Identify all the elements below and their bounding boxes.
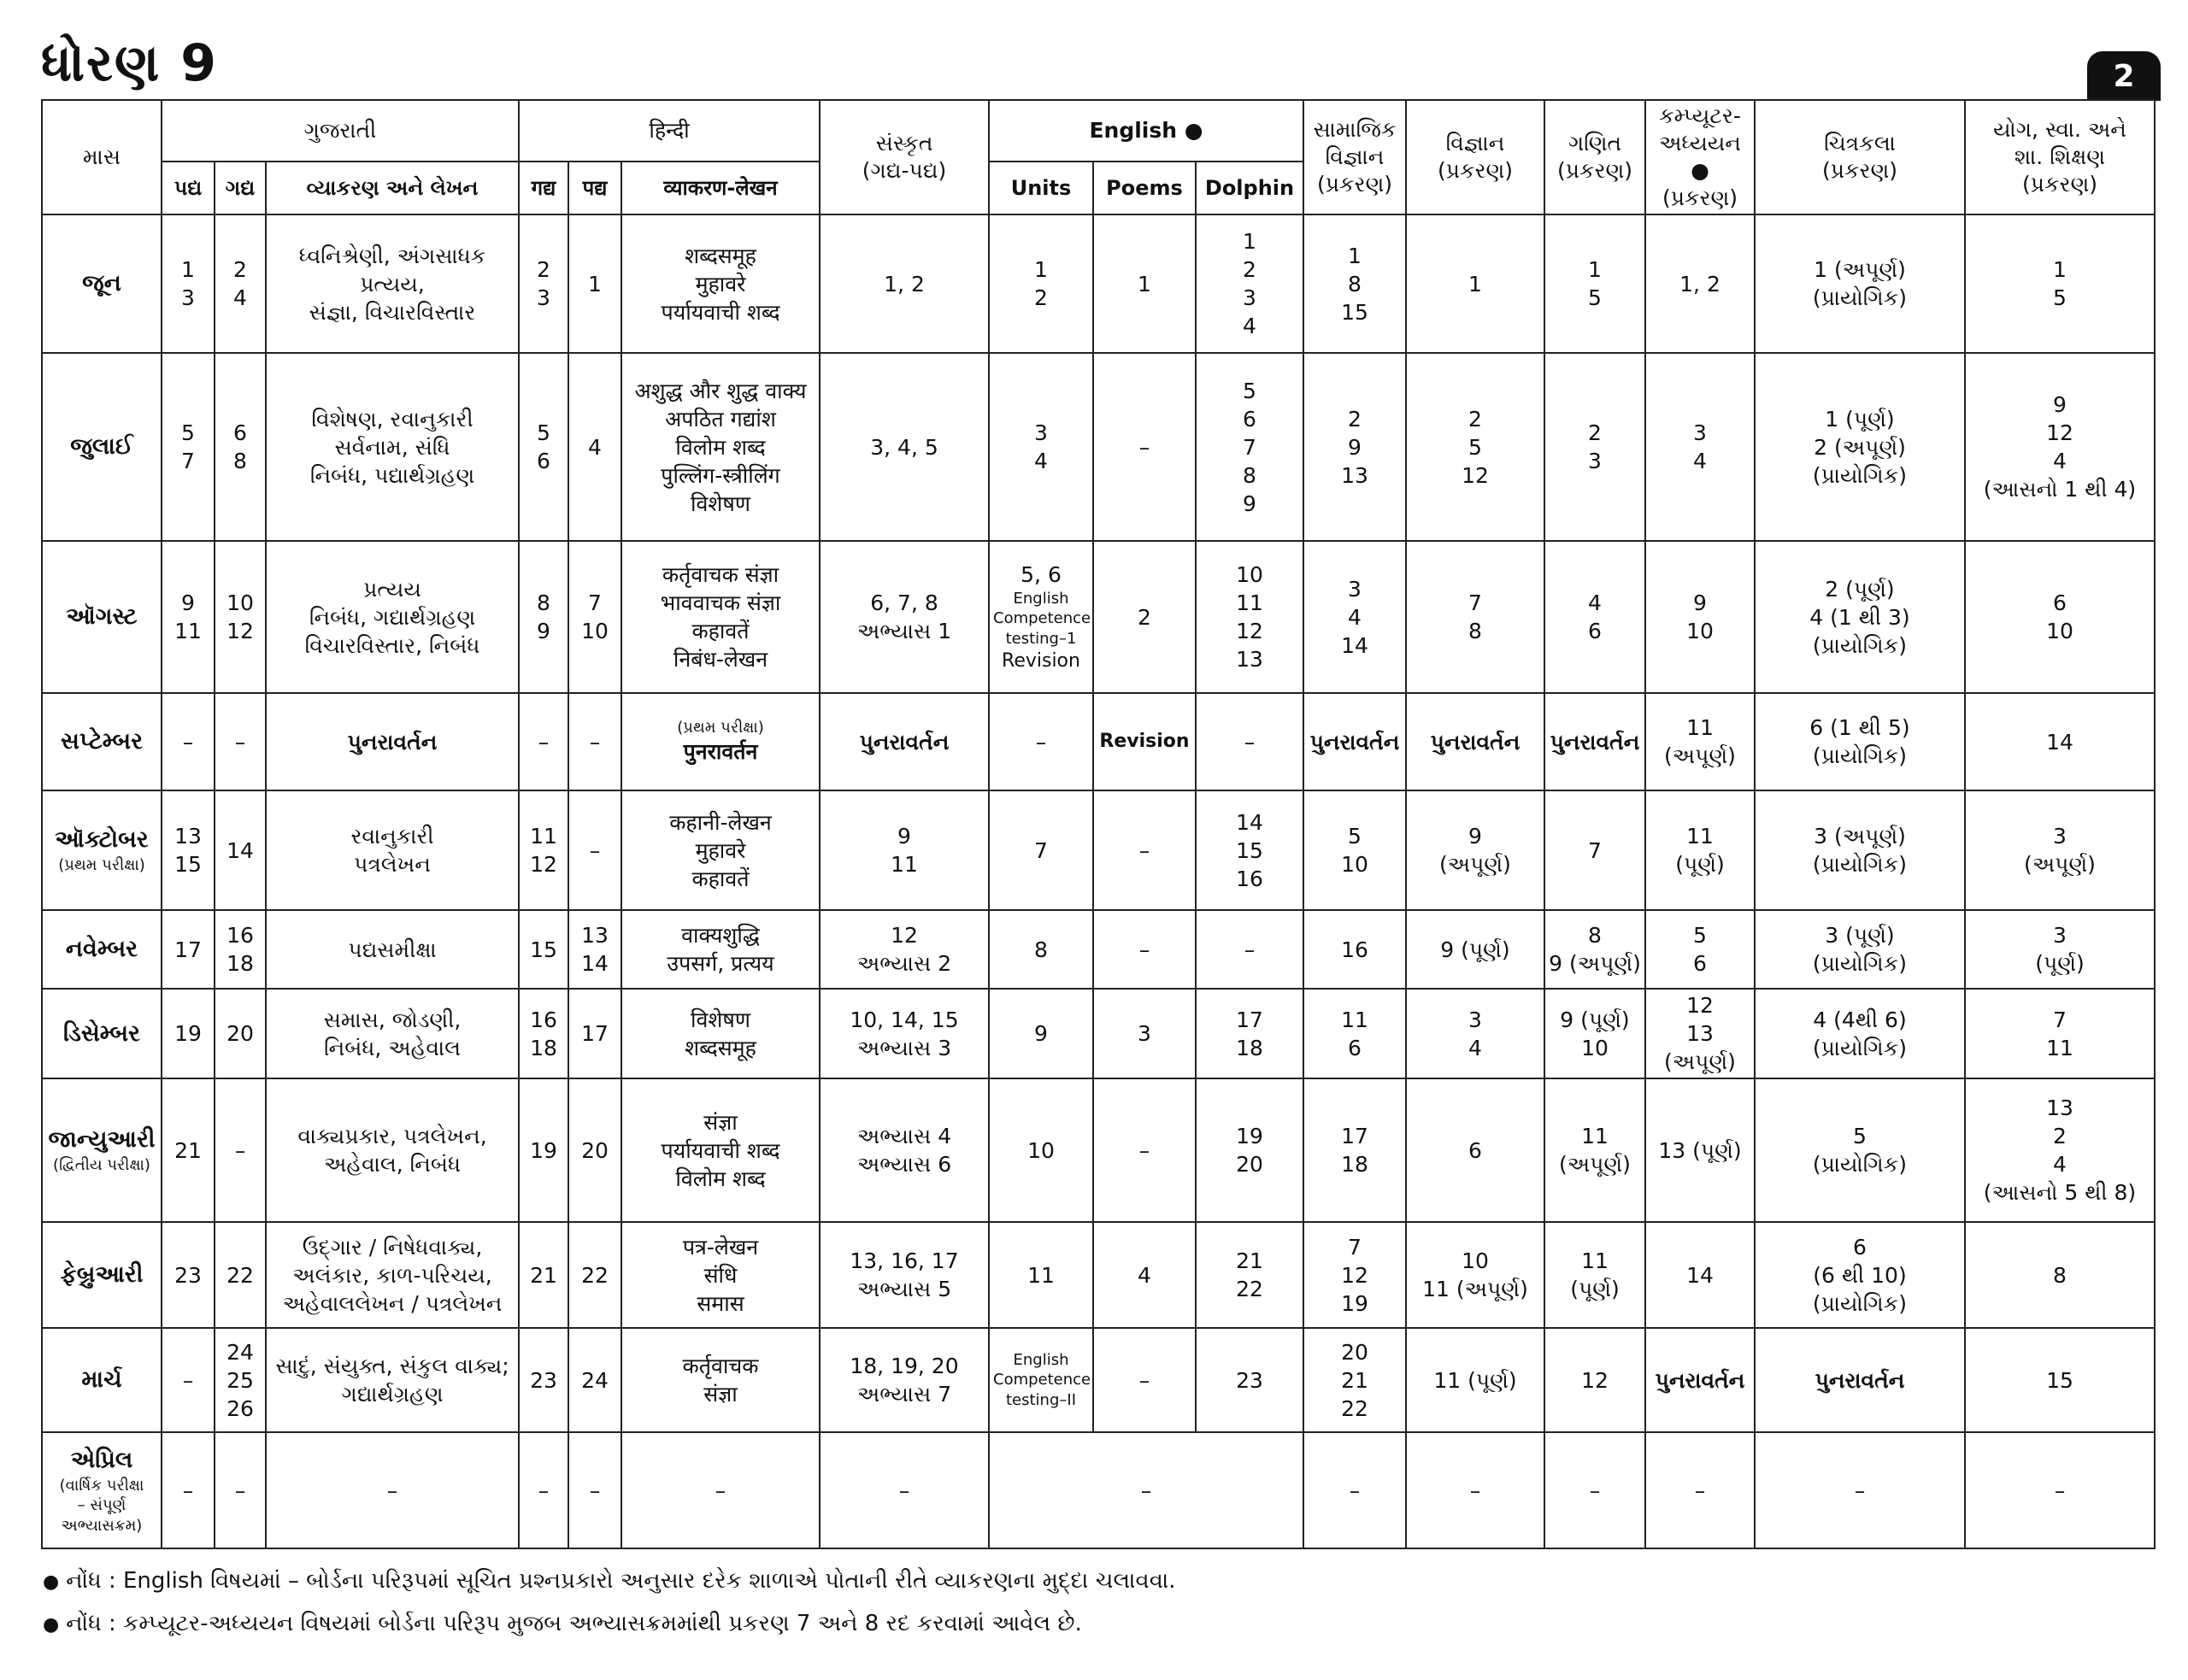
cell-guj-vyakaran: રવાનુકારી પત્રલેખન — [266, 790, 519, 910]
cell-science: – — [1406, 1432, 1544, 1548]
cell-computer: 11 (અપૂર્ણ) — [1645, 693, 1755, 790]
cell-maths: 11 (પૂર્ણ) — [1544, 1222, 1645, 1328]
cell-yoga: 7 11 — [1965, 989, 2155, 1078]
cell-guj-vyakaran: – — [266, 1432, 519, 1548]
table-row — [42, 989, 2155, 1078]
cell-eng-units: 7 — [989, 790, 1093, 910]
cell-guj-gadya: 16 18 — [215, 910, 266, 989]
month-cell — [42, 989, 162, 1078]
cell-hin-vyakaran: – — [621, 1432, 820, 1548]
cell-maths: 12 — [1544, 1328, 1645, 1432]
cell-yoga: 6 10 — [1965, 541, 2155, 693]
cell-eng-units: 1 2 — [989, 214, 1093, 353]
exam-note: (પ્રથમ પરીક્ષા) — [677, 718, 764, 737]
cell-eng-poems: – — [1093, 1078, 1196, 1222]
header-drawing: ચિત્રકલા (પ્રકરણ) — [1755, 100, 1965, 214]
cell-hin-padya: – — [568, 1432, 621, 1548]
month-note: (પ્રથમ પરીક્ષા) — [58, 856, 145, 875]
cell-sanskrit: 12 અભ્યાસ 2 — [820, 910, 989, 989]
cell-social: 5 10 — [1303, 790, 1406, 910]
cell-eng-dolphin: – — [1196, 910, 1303, 989]
header-month: માસ — [42, 100, 162, 214]
cell-eng-dolphin: 23 — [1196, 1328, 1303, 1432]
month-note: (વાર્ષિક પરીક્ષા – સંપૂર્ણ અભ્યાસક્રમ) — [59, 1476, 144, 1535]
cell-guj-padya: 19 — [162, 989, 215, 1078]
table-row — [42, 910, 2155, 989]
cell-drawing: 3 (અપૂર્ણ) (પ્રાયોગિક) — [1755, 790, 1965, 910]
cell-guj-vyakaran: ધ્વનિશ્રેણી, અંગસાધક પ્રત્યય, સંજ્ઞા, વિચારવિસ્તાર — [266, 214, 519, 353]
header-hin-vyakaran: व्याकरण-लेखन — [621, 162, 820, 214]
header-science: વિજ્ઞાન (પ્રકરણ) — [1406, 100, 1544, 214]
cell-text: Revision — [1002, 650, 1080, 673]
table-row — [42, 353, 2155, 541]
cell-hin-padya: 4 — [568, 353, 621, 541]
cell-guj-gadya: – — [215, 1432, 266, 1548]
header-hin-gadya: गद्य — [519, 162, 568, 214]
cell-hin-gadya: – — [519, 693, 568, 790]
header-guj-padya: પદ્ય — [162, 162, 215, 214]
month-name: જાન્યુઆરી — [48, 1126, 156, 1154]
cell-social: 20 21 22 — [1303, 1328, 1406, 1432]
cell-guj-padya: 1 3 — [162, 214, 215, 353]
cell-hin-vyakaran: अशुद्ध और शुद्ध वाक्य अपठित गद्यांश विलोम शब्द पुल्लिंग-स्त्रीलिंग विशेषण — [621, 353, 820, 541]
cell-eng-dolphin: 17 18 — [1196, 989, 1303, 1078]
cell-guj-gadya: 6 8 — [215, 353, 266, 541]
cell-maths: 11 (અપૂર્ણ) — [1544, 1078, 1645, 1222]
footnote-text: નોંધ : English વિષયમાં – બોર્ડના પરિરૂપમાં સૂચિત પ્રશ્નપ્રકારો અનુસાર દરેક શાળાએ પોતાની રીતે વ્યાકરણના મુદ્દા ચલાવવા. — [66, 1568, 1176, 1594]
cell-computer: 5 6 — [1645, 910, 1755, 989]
cell-hin-padya: 20 — [568, 1078, 621, 1222]
cell-science: 7 8 — [1406, 541, 1544, 693]
header-social-science: સામાજિક વિજ્ઞાન (પ્રકરણ) — [1303, 100, 1406, 214]
table-row — [42, 790, 2155, 910]
cell-guj-padya: 9 11 — [162, 541, 215, 693]
syllabus-table — [41, 99, 2156, 1549]
cell-science: 9 (પૂર્ણ) — [1406, 910, 1544, 989]
footnote-text: નોંધ : કમ્પ્યૂટર-અધ્યયન વિષયમાં બોર્ડના પરિરૂપ મુજબ અભ્યાસક્રમમાંથી પ્રકરણ 7 અને 8 રદ કરવામાં આવેલ છે. — [66, 1611, 1082, 1636]
cell-guj-vyakaran: વાક્યપ્રકાર, પત્રલેખન, અહેવાલ, નિબંધ — [266, 1078, 519, 1222]
header-gujarati: ગુજરાતી — [162, 100, 519, 162]
cell-eng-dolphin: 5 6 7 8 9 — [1196, 353, 1303, 541]
cell-eng-poems: 3 — [1093, 989, 1196, 1078]
cell-social: પુનરાવર્તન — [1303, 693, 1406, 790]
cell-guj-vyakaran: પુનરાવર્તન — [266, 693, 519, 790]
table-row — [42, 1078, 2155, 1222]
cell-eng-poems: 4 — [1093, 1222, 1196, 1328]
cell-eng-dolphin: 19 20 — [1196, 1078, 1303, 1222]
cell-guj-padya: 17 — [162, 910, 215, 989]
cell-sanskrit: 10, 14, 15 અભ્યાસ 3 — [820, 989, 989, 1078]
cell-sanskrit: – — [820, 1432, 989, 1548]
month-cell — [42, 910, 162, 989]
cell-hin-padya: 22 — [568, 1222, 621, 1328]
cell-sanskrit: 1, 2 — [820, 214, 989, 353]
cell-eng-dolphin: 1 2 3 4 — [1196, 214, 1303, 353]
page-number-badge: 2 — [2087, 51, 2161, 101]
footnote — [43, 1560, 1176, 1603]
cell-guj-gadya: 20 — [215, 989, 266, 1078]
cell-eng-poems: – — [1093, 910, 1196, 989]
cell-hin-vyakaran: विशेषण शब्दसमूह — [621, 989, 820, 1078]
cell-hin-padya: – — [568, 693, 621, 790]
cell-hin-padya: 1 — [568, 214, 621, 353]
cell-hin-gadya: 2 3 — [519, 214, 568, 353]
cell-guj-gadya: 14 — [215, 790, 266, 910]
cell-eng-units: 3 4 — [989, 353, 1093, 541]
cell-computer: 14 — [1645, 1222, 1755, 1328]
month-cell — [42, 693, 162, 790]
competence-note: English Competence testing–1 — [993, 589, 1091, 648]
cell-computer: 1, 2 — [1645, 214, 1755, 353]
month-cell — [42, 1328, 162, 1432]
header-eng-units: Units — [989, 162, 1093, 214]
month-cell — [42, 541, 162, 693]
cell-eng-dolphin: 10 11 12 13 — [1196, 541, 1303, 693]
cell-text: पुनरावर्तन — [683, 739, 758, 765]
cell-guj-vyakaran: પ્રત્યય નિબંધ, ગદ્યાર્થગ્રહણ વિચારવિસ્તાર, નિબંધ — [266, 541, 519, 693]
cell-eng-poems: – — [1093, 353, 1196, 541]
header-english: English ● — [989, 100, 1303, 162]
month-name: જુલાઈ — [70, 433, 133, 461]
month-cell — [42, 353, 162, 541]
cell-guj-gadya: – — [215, 1078, 266, 1222]
cell-guj-gadya: – — [215, 693, 266, 790]
footnote — [43, 1603, 1176, 1646]
cell-yoga: 3 (અપૂર્ણ) — [1965, 790, 2155, 910]
header-maths: ગણિત (પ્રકરણ) — [1544, 100, 1645, 214]
month-name: જૂન — [82, 270, 121, 297]
month-name: ડિસેમ્બર — [62, 1019, 141, 1047]
cell-yoga: 1 5 — [1965, 214, 2155, 353]
footnotes — [43, 1560, 1176, 1646]
cell-guj-vyakaran: પદ્યસમીક્ષા — [266, 910, 519, 989]
cell-hin-gadya: 23 — [519, 1328, 568, 1432]
cell-sanskrit: 13, 16, 17 અભ્યાસ 5 — [820, 1222, 989, 1328]
table-row — [42, 693, 2155, 790]
cell-hin-vyakaran: शब्दसमूह मुहावरे पर्यायवाची शब्द — [621, 214, 820, 353]
cell-guj-padya: – — [162, 1328, 215, 1432]
cell-eng-poems: 1 — [1093, 214, 1196, 353]
month-name: સપ્ટેમ્બર — [60, 728, 144, 755]
cell-social: 7 12 19 — [1303, 1222, 1406, 1328]
cell-hin-padya: 24 — [568, 1328, 621, 1432]
table-row — [42, 1222, 2155, 1328]
cell-eng-poems: Revision — [1093, 693, 1196, 790]
cell-guj-padya: – — [162, 693, 215, 790]
month-name: એપ્રિલ — [70, 1447, 133, 1474]
bullet-icon: ● — [43, 1571, 60, 1593]
bullet-icon: ● — [43, 1614, 60, 1636]
cell-hin-vyakaran: कहानी-लेखन मुहावरे कहावतें — [621, 790, 820, 910]
cell-eng-units: 11 — [989, 1222, 1093, 1328]
cell-hin-padya: 7 10 — [568, 541, 621, 693]
cell-maths: 9 (પૂર્ણ) 10 — [1544, 989, 1645, 1078]
month-name: નવેમ્બર — [65, 936, 138, 963]
cell-guj-gadya: 24 25 26 — [215, 1328, 266, 1432]
cell-hin-gadya: 21 — [519, 1222, 568, 1328]
cell-computer: – — [1645, 1432, 1755, 1548]
cell-computer: 9 10 — [1645, 541, 1755, 693]
cell-yoga: 8 — [1965, 1222, 2155, 1328]
cell-guj-vyakaran: સાદું, સંયુક્ત, સંકુલ વાક્ય; ગદ્યાર્થગ્રહણ — [266, 1328, 519, 1432]
competence-note: English Competence testing–II — [993, 1350, 1091, 1409]
cell-hin-gadya: 19 — [519, 1078, 568, 1222]
cell-science: 10 11 (અપૂર્ણ) — [1406, 1222, 1544, 1328]
cell-guj-padya: 13 15 — [162, 790, 215, 910]
cell-guj-padya: 21 — [162, 1078, 215, 1222]
cell-sanskrit: 18, 19, 20 અભ્યાસ 7 — [820, 1328, 989, 1432]
cell-guj-vyakaran: વિશેષણ, રવાનુકારી સર્વનામ, સંધિ નિબંધ, પદ્યાર્થગ્રહણ — [266, 353, 519, 541]
cell-hin-padya: 13 14 — [568, 910, 621, 989]
cell-guj-gadya: 22 — [215, 1222, 266, 1328]
month-note: (દ્વિતીય પરીક્ષા) — [53, 1156, 150, 1175]
cell-guj-padya: 5 7 — [162, 353, 215, 541]
cell-maths: 8 9 (અપૂર્ણ) — [1544, 910, 1645, 989]
cell-sanskrit: 3, 4, 5 — [820, 353, 989, 541]
table-row — [42, 1328, 2155, 1432]
cell-drawing: 5 (પ્રાયોગિક) — [1755, 1078, 1965, 1222]
header-guj-gadya: ગદ્ય — [215, 162, 266, 214]
cell-yoga: 13 2 4 (આસનો 5 થી 8) — [1965, 1078, 2155, 1222]
cell-text: 5, 6 — [1020, 561, 1062, 587]
cell-science: 1 — [1406, 214, 1544, 353]
cell-drawing: 6 (6 થી 10) (પ્રાયોગિક) — [1755, 1222, 1965, 1328]
cell-yoga: 9 12 4 (આસનો 1 થી 4) — [1965, 353, 2155, 541]
header-sanskrit: સંસ્કૃત (ગદ્ય-પદ્ય) — [820, 100, 989, 214]
cell-guj-gadya: 2 4 — [215, 214, 266, 353]
cell-social: 2 9 13 — [1303, 353, 1406, 541]
cell-drawing: 3 (પૂર્ણ) (પ્રાયોગિક) — [1755, 910, 1965, 989]
cell-hin-vyakaran: पत्र-लेखन संधि समास — [621, 1222, 820, 1328]
cell-hin-vyakaran: कर्तृवाचक संज्ञा भाववाचक संज्ञा कहावतें निबंध-लेखन — [621, 541, 820, 693]
cell-maths: 1 5 — [1544, 214, 1645, 353]
cell-science: 3 4 — [1406, 989, 1544, 1078]
cell-sanskrit: અભ્યાસ 4 અભ્યાસ 6 — [820, 1078, 989, 1222]
cell-science: 11 (પૂર્ણ) — [1406, 1328, 1544, 1432]
cell-guj-padya: 23 — [162, 1222, 215, 1328]
cell-hin-gadya: 16 18 — [519, 989, 568, 1078]
cell-eng-dolphin: 21 22 — [1196, 1222, 1303, 1328]
month-cell — [42, 1078, 162, 1222]
cell-eng-poems: – — [1093, 1328, 1196, 1432]
cell-english: – — [989, 1432, 1303, 1548]
cell-guj-vyakaran: સમાસ, જોડણી, નિબંધ, અહેવાલ — [266, 989, 519, 1078]
cell-hin-gadya: – — [519, 1432, 568, 1548]
cell-hin-vyakaran: संज्ञा पर्यायवाची शब्द विलोम शब्द — [621, 1078, 820, 1222]
table-row — [42, 541, 2155, 693]
cell-eng-poems: 2 — [1093, 541, 1196, 693]
cell-science: 9 (અપૂર્ણ) — [1406, 790, 1544, 910]
cell-yoga: 3 (પૂર્ણ) — [1965, 910, 2155, 989]
cell-social: 17 18 — [1303, 1078, 1406, 1222]
month-name: ઑગસ્ટ — [66, 603, 138, 631]
cell-eng-units — [989, 541, 1093, 693]
cell-eng-dolphin: 14 15 16 — [1196, 790, 1303, 910]
cell-science: પુનરાવર્તન — [1406, 693, 1544, 790]
cell-hin-padya: – — [568, 790, 621, 910]
cell-drawing: 2 (પૂર્ણ) 4 (1 થી 3) (પ્રાયોગિક) — [1755, 541, 1965, 693]
cell-hin-vyakaran — [621, 693, 820, 790]
header-guj-vyakaran: વ્યાકરણ અને લેખન — [266, 162, 519, 214]
cell-eng-units: – — [989, 693, 1093, 790]
cell-eng-units: 10 — [989, 1078, 1093, 1222]
table-row — [42, 214, 2155, 353]
month-cell — [42, 1222, 162, 1328]
cell-sanskrit: પુનરાવર્તન — [820, 693, 989, 790]
cell-guj-padya: – — [162, 1432, 215, 1548]
month-cell — [42, 790, 162, 910]
cell-drawing: 1 (પૂર્ણ) 2 (અપૂર્ણ) (પ્રાયોગિક) — [1755, 353, 1965, 541]
cell-computer: 12 13 (અપૂર્ણ) — [1645, 989, 1755, 1078]
cell-guj-gadya: 10 12 — [215, 541, 266, 693]
cell-science: 2 5 12 — [1406, 353, 1544, 541]
cell-sanskrit: 6, 7, 8 અભ્યાસ 1 — [820, 541, 989, 693]
month-name: ફેબ્રુઆરી — [60, 1261, 144, 1289]
cell-eng-poems: – — [1093, 790, 1196, 910]
month-cell — [42, 1432, 162, 1548]
cell-hin-vyakaran: वाक्यशुद्धि उपसर्ग, प्रत्यय — [621, 910, 820, 989]
cell-eng-dolphin: – — [1196, 693, 1303, 790]
cell-computer: 11 (પૂર્ણ) — [1645, 790, 1755, 910]
cell-sanskrit: 9 11 — [820, 790, 989, 910]
header-hin-padya: पद्य — [568, 162, 621, 214]
header-eng-dolphin: Dolphin — [1196, 162, 1303, 214]
header-computer: કમ્પ્યૂટર- અધ્યયન ● (પ્રકરણ) — [1645, 100, 1755, 214]
cell-drawing: – — [1755, 1432, 1965, 1548]
cell-social: 1 8 15 — [1303, 214, 1406, 353]
cell-hin-gadya: 15 — [519, 910, 568, 989]
month-cell — [42, 214, 162, 353]
header-hindi: हिन्दी — [519, 100, 820, 162]
cell-social: 16 — [1303, 910, 1406, 989]
cell-social: – — [1303, 1432, 1406, 1548]
cell-science: 6 — [1406, 1078, 1544, 1222]
table-row — [42, 1432, 2155, 1548]
cell-maths: પુનરાવર્તન — [1544, 693, 1645, 790]
cell-maths: – — [1544, 1432, 1645, 1548]
header-yoga: યોગ, સ્વા. અને શા. શિક્ષણ (પ્રકરણ) — [1965, 100, 2155, 214]
cell-drawing: 1 (અપૂર્ણ) (પ્રાયોગિક) — [1755, 214, 1965, 353]
cell-social: 3 4 14 — [1303, 541, 1406, 693]
cell-eng-units: 8 — [989, 910, 1093, 989]
cell-drawing: પુનરાવર્તન — [1755, 1328, 1965, 1432]
cell-hin-gadya: 5 6 — [519, 353, 568, 541]
cell-hin-padya: 17 — [568, 989, 621, 1078]
cell-maths: 4 6 — [1544, 541, 1645, 693]
month-name: ઑક્ટોબર — [55, 826, 149, 854]
cell-drawing: 4 (4થી 6) (પ્રાયોગિક) — [1755, 989, 1965, 1078]
cell-yoga: 15 — [1965, 1328, 2155, 1432]
cell-maths: 7 — [1544, 790, 1645, 910]
cell-maths: 2 3 — [1544, 353, 1645, 541]
cell-computer: 13 (પૂર્ણ) — [1645, 1078, 1755, 1222]
cell-hin-gadya: 11 12 — [519, 790, 568, 910]
page-title: ધોરણ 9 — [41, 33, 218, 93]
cell-drawing: 6 (1 થી 5) (પ્રાયોગિક) — [1755, 693, 1965, 790]
cell-social: 11 6 — [1303, 989, 1406, 1078]
month-name: માર્ચ — [81, 1366, 122, 1394]
cell-yoga: – — [1965, 1432, 2155, 1548]
cell-yoga: 14 — [1965, 693, 2155, 790]
cell-eng-units — [989, 1328, 1093, 1432]
cell-computer: પુનરાવર્તન — [1645, 1328, 1755, 1432]
cell-hin-vyakaran: कर्तृवाचक संज्ञा — [621, 1328, 820, 1432]
cell-hin-gadya: 8 9 — [519, 541, 568, 693]
header-eng-poems: Poems — [1093, 162, 1196, 214]
cell-computer: 3 4 — [1645, 353, 1755, 541]
cell-guj-vyakaran: ઉદ્ગાર / નિષેધવાક્ય, અલંકાર, કાળ-પરિચય, અહેવાલલેખન / પત્રલેખન — [266, 1222, 519, 1328]
cell-eng-units: 9 — [989, 989, 1093, 1078]
